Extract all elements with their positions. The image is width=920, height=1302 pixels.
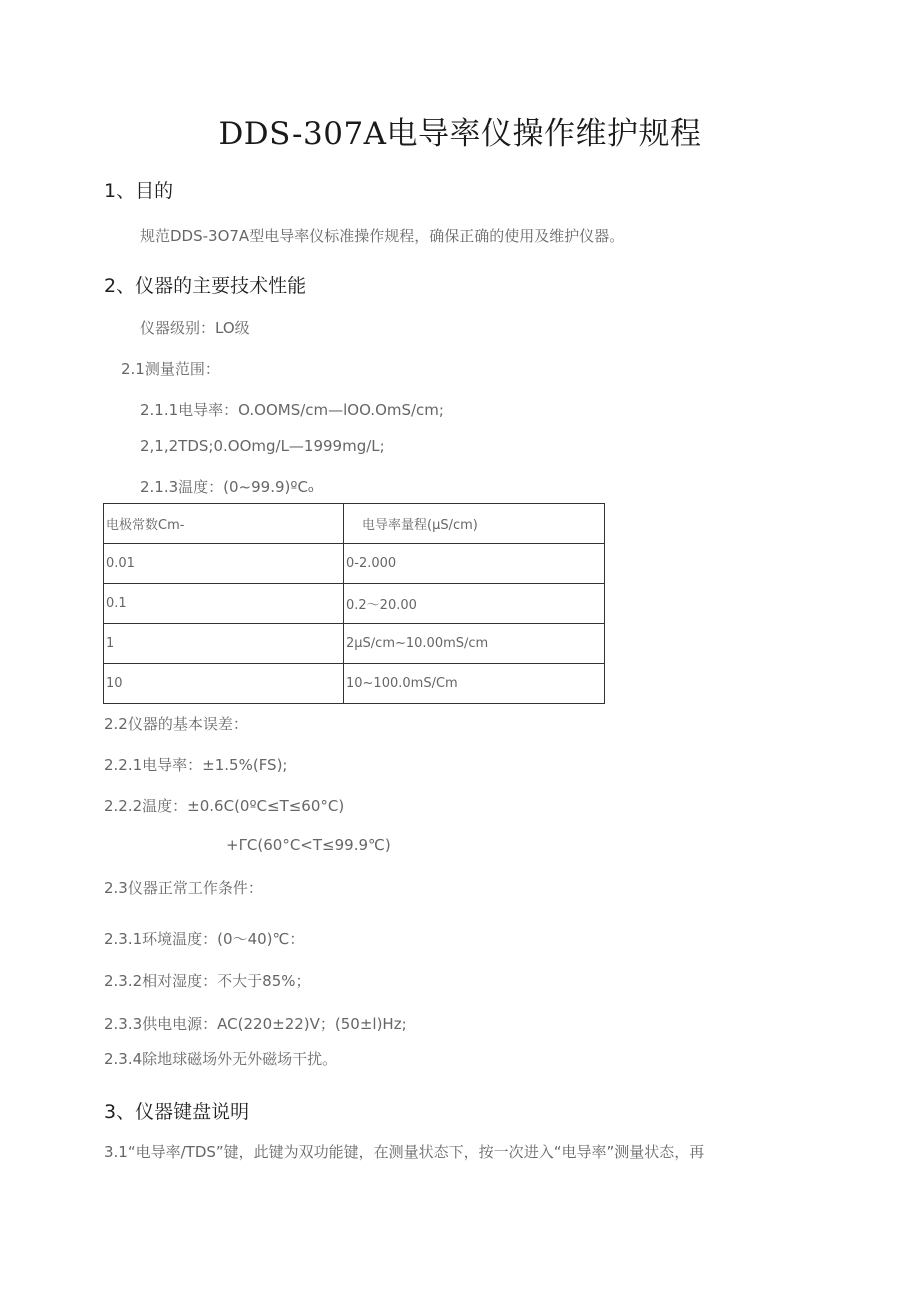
document-title: DDS-307A电导率仪操作维护规程 (218, 116, 702, 152)
table-cell: 0.1 (104, 584, 344, 624)
table-row (104, 664, 605, 704)
table-cell: 0.2～20.00 (344, 584, 605, 624)
table-row (104, 584, 605, 624)
spec-cond-temp: 2.3.1环境温度：(0～40)℃： (104, 930, 305, 948)
table-cell: 2μS∕cm~10.00mS∕cm (344, 624, 605, 664)
section-heading-purpose: 1、目的 (104, 180, 174, 202)
table-cell: 0-2.000 (344, 544, 605, 584)
section-heading-keyboard: 3、仪器键盘说明 (104, 1101, 250, 1123)
spec-cond-humidity: 2.3.2相对湿度：不大于85%； (104, 972, 311, 990)
section-heading-specs: 2、仪器的主要技术性能 (104, 275, 307, 297)
table-row (104, 624, 605, 664)
spec-error-conductivity: 2.2.1电导率：±1.5%(FS); (104, 756, 288, 774)
spec-range-temp: 2.1.3温度：(0~99.9)ºCₒ (140, 478, 315, 496)
spec-range-conductivity: 2.1.1电导率：O.OOMS/cm—lOO.OmS/cm; (140, 401, 444, 419)
purpose-text: 规范DDS-3O7A型电导率仪标准操作规程，确保正确的使用及维护仪器。 (140, 227, 625, 245)
spec-error-temp: 2.2.2温度：±0.6C(0ºC≤T≤60°C) (104, 797, 345, 815)
table-row (104, 544, 605, 584)
spec-error-temp-high: +ΓC(60°C<T≤99.9℃) (226, 836, 391, 854)
table-header-cell: 电极常数Cm- (104, 504, 344, 544)
spec-range-title: 2.1测量范围： (121, 360, 220, 378)
spec-grade: 仪器级别：LO级 (140, 319, 250, 337)
spec-range-tds: 2,1,2TDS;0.OOmg/L—1999mg∕L; (140, 437, 385, 455)
table-cell: 10~100.0mS/Cm (344, 664, 605, 704)
spec-conditions-title: 2.3仪器正常工作条件： (104, 879, 263, 897)
table-cell: 1 (104, 624, 344, 664)
spec-cond-magnetic: 2.3.4除地球磁场外无外磁场干扰。 (104, 1050, 338, 1068)
key-description: 3.1“电导率/TDS”键，此键为双功能键，在测量状态下，按一次进入“电导率”测量状态，再 (104, 1143, 705, 1161)
table-header-cell: 电导率量程(μS/cm) (344, 504, 605, 544)
electrode-range-table (103, 503, 605, 704)
table-header-row (104, 504, 605, 544)
table-cell: 10 (104, 664, 344, 704)
spec-cond-power: 2.3.3供电电源：AC(220±22)V；(50±l)Hz; (104, 1015, 407, 1033)
table-cell: 0.01 (104, 544, 344, 584)
spec-error-title: 2.2仪器的基本误差： (104, 715, 248, 733)
